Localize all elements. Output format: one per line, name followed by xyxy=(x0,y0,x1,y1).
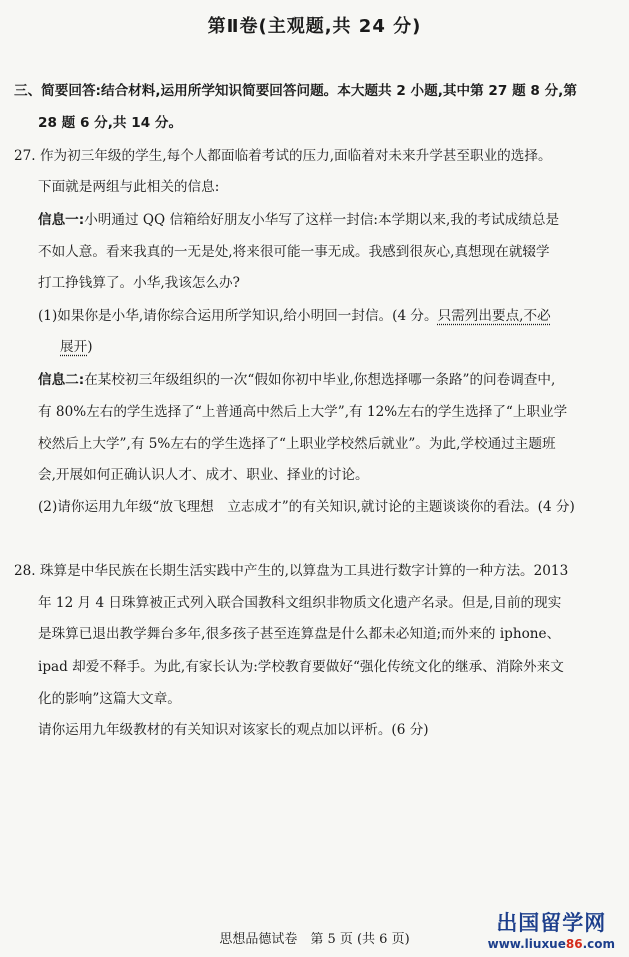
section-instructions-line-2: 28 题 6 分,共 14 分。 xyxy=(38,115,183,131)
sub1-emphasis-2: 展开 xyxy=(60,339,88,355)
q28-line-2: 年 12 月 4 日珠算被正式列入联合国教科文组织非物质文化遗产名录。但是,目前的现实 xyxy=(38,595,562,611)
sub1-text: (1)如果你是小华,请你综合运用所学知识,给小明回一封信。(4 分。 xyxy=(38,308,438,324)
watermark-url-c: .com xyxy=(582,937,615,951)
info2-label: 信息二: xyxy=(38,372,85,388)
info2-line-2: 有 80%左右的学生选择了“上普通高中然后上大学”,有 12%左右的学生选择了“上职业学 xyxy=(38,404,568,420)
info1-label: 信息一: xyxy=(38,212,85,228)
info2-line-4: 会,开展如何正确认识人才、成才、职业、择业的讨论。 xyxy=(38,467,369,483)
q28-line-1: 28. 珠算是中华民族在长期生活实践中产生的,以算盘为工具进行数字计算的一种方法。2013 xyxy=(14,563,569,579)
watermark-url-a: www.liuxue xyxy=(487,937,566,951)
q28-line-4: ipad 却爱不释手。为此,有家长认为:学校教育要做好“强化传统文化的继承、消除外来文 xyxy=(38,659,564,675)
info2-line-3: 校然后上大学”,有 5%左右的学生选择了“上职业学校然后就业”。为此,学校通过主题班 xyxy=(38,436,556,452)
watermark-title: 出国留学网 xyxy=(496,911,607,935)
info1-line-3: 打工挣钱算了。小华,我该怎么办? xyxy=(38,275,240,291)
info2-line-1 xyxy=(38,370,555,390)
info1-line-2: 不如人意。看来我真的一无是处,将来很可能一事无成。我感到很灰心,真想现在就辍学 xyxy=(38,244,550,260)
sub-question-1 xyxy=(38,306,551,326)
q28-question: 请你运用九年级教材的有关知识对该家长的观点加以评析。(6 分) xyxy=(38,722,429,738)
sub1-end: ) xyxy=(87,339,93,355)
info1-line-1 xyxy=(38,210,559,230)
watermark-url-b: 86 xyxy=(565,937,583,951)
sub1-emphasis: 只需列出要点,不必 xyxy=(437,308,551,324)
page-footer: 思想品德试卷 第 5 页 (共 6 页) xyxy=(219,932,410,947)
q28-line-3: 是珠算已退出教学舞台多年,很多孩子甚至连算盘是什么都未必知道;而外来的 iphone、 xyxy=(38,626,561,642)
site-watermark xyxy=(488,907,615,951)
q27-intro-line-2: 下面就是两组与此相关的信息: xyxy=(38,179,220,195)
page-title: 第Ⅱ卷(主观题,共 24 分) xyxy=(207,16,422,37)
info2-text-1: 在某校初三年级组织的一次“假如你初中毕业,你想选择哪一条路”的问卷调查中, xyxy=(84,372,556,388)
sub-question-1-cont xyxy=(60,337,93,357)
section-instructions-line-1: 三、简要回答:结合材料,运用所学知识简要回答问题。本大题共 2 小题,其中第 27 题 8 分,第 xyxy=(14,83,577,99)
sub-question-2: (2)请你运用九年级“放飞理想 立志成才”的有关知识,就讨论的主题谈谈你的看法。(4 分) xyxy=(38,499,575,515)
q28-line-5: 化的影响”这篇大文章。 xyxy=(38,691,181,707)
q27-intro-line-1: 27. 作为初三年级的学生,每个人都面临着考试的压力,面临着对未来升学甚至职业的选择。 xyxy=(14,148,552,164)
watermark-url xyxy=(488,937,615,951)
info1-text-1: 小明通过 QQ 信箱给好朋友小华写了这样一封信:本学期以来,我的考试成绩总是 xyxy=(84,212,560,228)
